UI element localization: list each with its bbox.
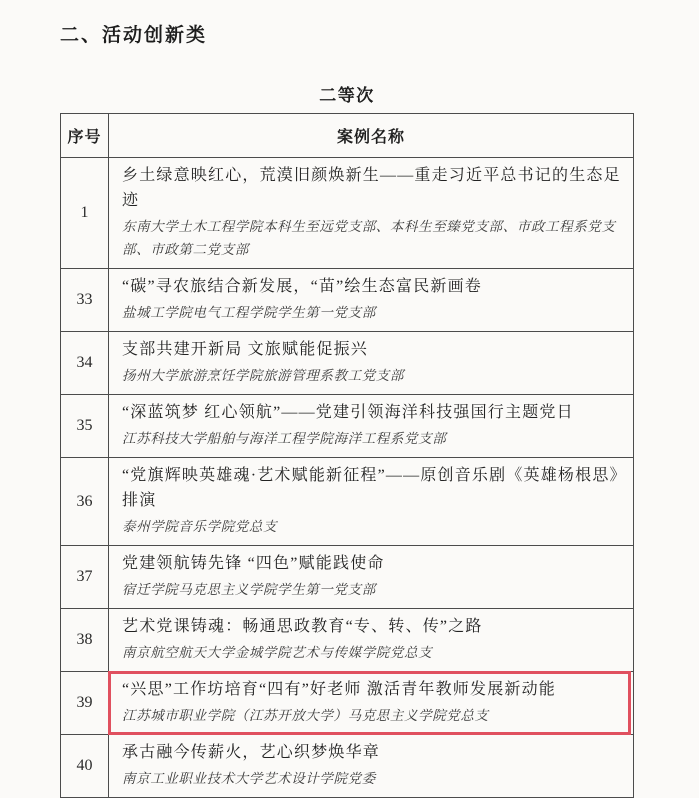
- case-title: “党旗辉映英雄魂·艺术赋能新征程”——原创音乐剧《英雄杨根思》排演: [122, 467, 619, 509]
- case-index: 33: [61, 269, 109, 332]
- case-organization: 宿迁学院马克思主义学院学生第一党支部: [122, 582, 376, 597]
- table-row: [61, 158, 634, 269]
- table-row: [61, 672, 634, 735]
- case-organization: 盐城工学院电气工程学院学生第一党支部: [122, 305, 376, 320]
- case-index: 34: [61, 332, 109, 395]
- case-index: 35: [61, 395, 109, 458]
- table-row: [61, 609, 634, 672]
- case-organization: 江苏科技大学船舶与海洋工程学院海洋工程系党支部: [122, 431, 447, 446]
- case-title: “碳”寻农旅结合新发展，“苗”绘生态富民新画卷: [122, 278, 483, 295]
- case-name-cell: [109, 735, 634, 798]
- table-row: [61, 269, 634, 332]
- case-name-cell: [109, 269, 634, 332]
- case-index: 37: [61, 546, 109, 609]
- section-title: 二、活动创新类: [60, 25, 208, 46]
- case-organization: 江苏城市职业学院（江苏开放大学）马克思主义学院党总支: [122, 708, 489, 723]
- table-row: [61, 735, 634, 798]
- case-index: 1: [61, 158, 109, 269]
- table-row: [61, 458, 634, 546]
- table-row: [61, 546, 634, 609]
- case-name-cell: [109, 672, 634, 735]
- table-body: [61, 158, 634, 798]
- case-index: 40: [61, 735, 109, 798]
- case-organization: 东南大学土木工程学院本科生至远党支部、本科生至臻党支部、市政工程系党支部、市政第二党支部: [122, 219, 616, 257]
- case-name-cell: [109, 395, 634, 458]
- case-title: 承古融今传薪火，艺心织梦焕华章: [122, 744, 381, 761]
- case-index: 36: [61, 458, 109, 546]
- table-tier-title: 二等次: [319, 86, 375, 105]
- header-index: 序号: [61, 114, 109, 158]
- case-organization: 扬州大学旅游烹饪学院旅游管理系教工党支部: [122, 368, 404, 383]
- table-row: [61, 332, 634, 395]
- case-title: “兴思”工作坊培育“四有”好老师 激活青年教师发展新动能: [122, 681, 557, 698]
- award-table: [60, 113, 634, 798]
- case-name-cell: [109, 332, 634, 395]
- case-title: 艺术党课铸魂：畅通思政教育“专、转、传”之路: [122, 618, 483, 635]
- header-case-name: 案例名称: [109, 114, 634, 158]
- table-row: [61, 395, 634, 458]
- case-organization: 南京航空航天大学金城学院艺术与传媒学院党总支: [122, 645, 433, 660]
- case-title: 乡土绿意映红心，荒漠旧颜焕新生——重走习近平总书记的生态足迹: [122, 167, 621, 209]
- case-name-cell: [109, 546, 634, 609]
- case-title: 党建领航铸先锋 “四色”赋能践使命: [122, 555, 385, 572]
- header-row: [61, 114, 634, 158]
- case-organization: 泰州学院音乐学院党总支: [122, 519, 278, 534]
- case-title: 支部共建开新局 文旅赋能促振兴: [122, 341, 369, 358]
- case-index: 38: [61, 609, 109, 672]
- case-name-cell: [109, 609, 634, 672]
- case-title: “深蓝筑梦 红心领航”——党建引领海洋科技强国行主题党日: [122, 404, 574, 421]
- case-name-cell: [109, 158, 634, 269]
- case-name-cell: [109, 458, 634, 546]
- case-index: 39: [61, 672, 109, 735]
- case-organization: 南京工业职业技术大学艺术设计学院党委: [122, 771, 376, 786]
- table-header: [61, 114, 634, 158]
